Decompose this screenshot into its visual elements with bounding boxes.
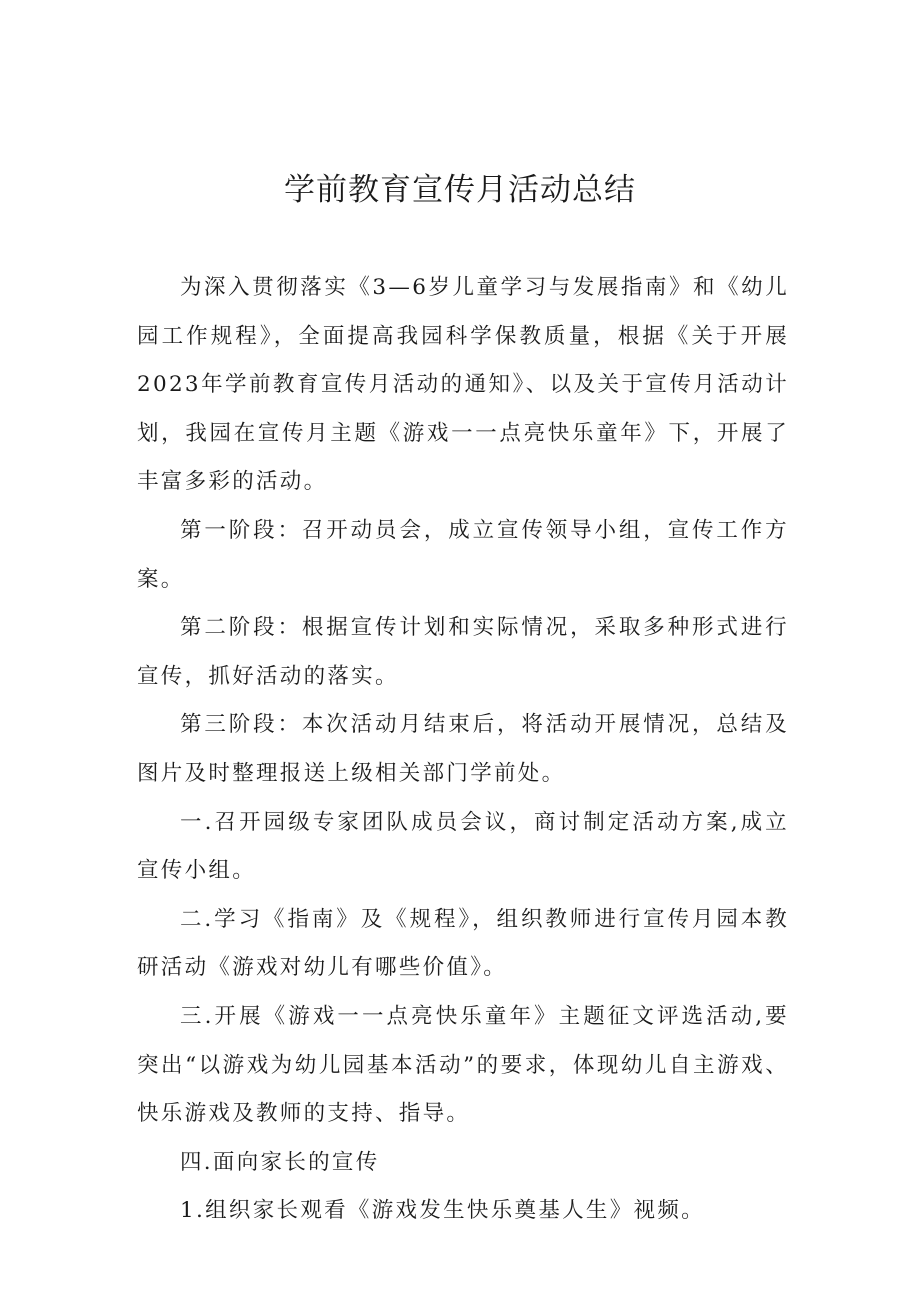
paragraph-item-two: 二.学习《指南》及《规程》，组织教师进行宣传月园本教研活动《游戏对幼儿有哪些价值》。 [137,906,789,981]
paragraph-stage-two: 第二阶段：根据宣传计划和实际情况，采取多种形式进行宣传，抓好活动的落实。 [137,615,789,689]
paragraph-stage-three: 第三阶段：本次活动月结束后，将活动开展情况，总结及图片及时整理报送上级相关部门学前处。 [137,712,789,786]
paragraph-item-three: 三.开展《游戏一一点亮快乐童年》主题征文评选活动,要突出“以游戏为幼儿园基本活动”的要求，体现幼儿自主游戏、快乐游戏及教师的支持、指导。 [137,1003,789,1127]
paragraph-intro: 为深入贯彻落实《3—6岁儿童学习与发展指南》和《幼儿园工作规程》，全面提高我园科学保教质量，根据《关于开展2023年学前教育宣传月活动的通知》、以及关于宣传月活动计划，我园在宣传月主题《游戏一一点亮快乐童年》下，开展了丰富多彩的活动。 [137,275,789,495]
paragraph-subitem-one: 1.组织家长观看《游戏发生快乐奠基人生》视频。 [180,1198,705,1224]
paragraph-item-one: 一.召开园级专家团队成员会议，商讨制定活动方案,成立宣传小组。 [137,809,789,884]
paragraph-stage-one: 第一阶段：召开动员会，成立宣传领导小组，宣传工作方案。 [137,517,789,592]
paragraph-item-four: 四.面向家长的宣传 [180,1149,380,1175]
document-title: 学前教育宣传月活动总结 [284,172,636,208]
document-body [137,264,789,1236]
